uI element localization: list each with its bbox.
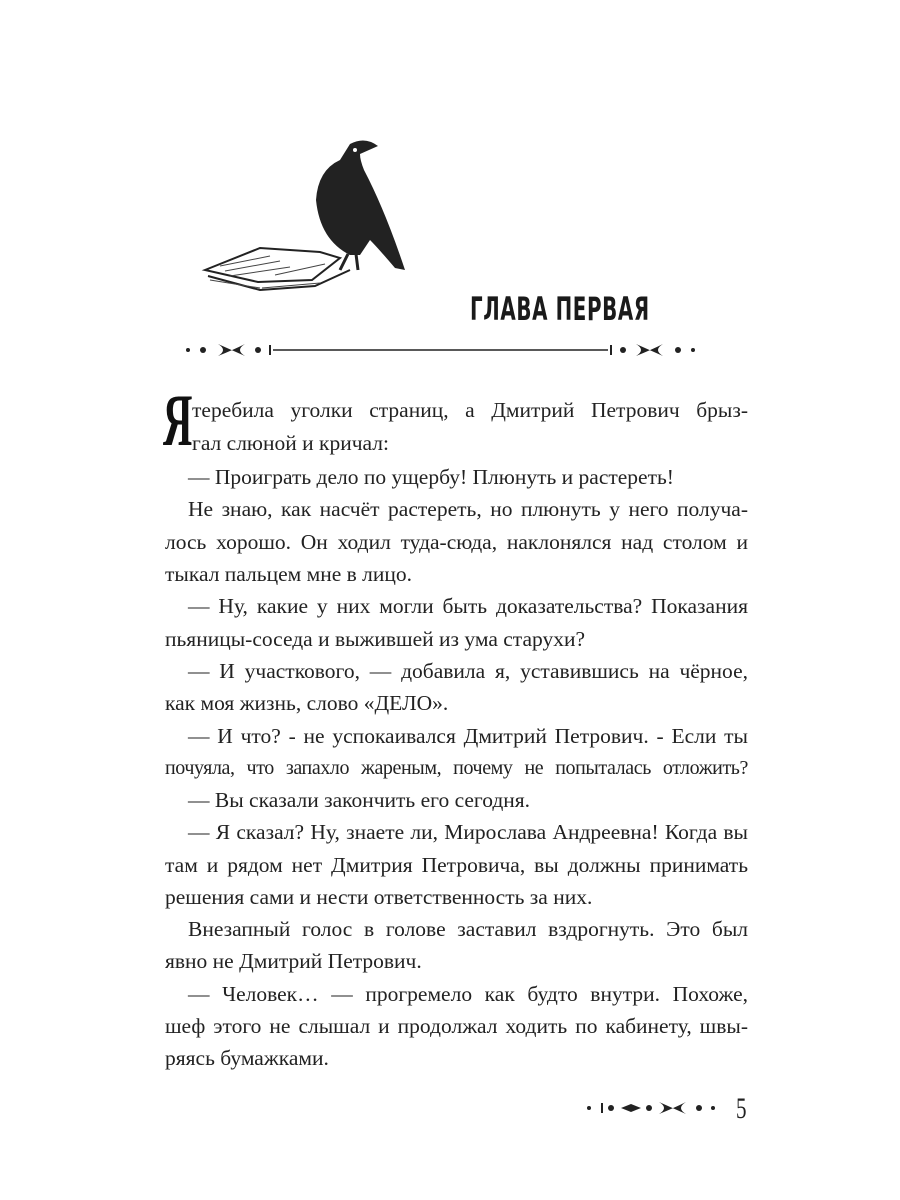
text-line: — Человек… — прогремело как будто внутри. Похоже, [188,982,748,1006]
text-line: теребила уголки страниц, а Дмитрий Петрович брыз- [192,398,748,422]
text-line: явно не Дмитрий Петрович. [165,949,422,973]
text-line: решения сами и нести ответственность за них. [165,885,593,909]
text-line: — И что? - не успокаивался Дмитрий Петрович. - Если ты [188,724,748,748]
drop-cap: Я [163,380,193,462]
page-number: 5 [736,1092,747,1125]
text-line: Не знаю, как насчёт растереть, но плюнуть у него получа- [188,497,748,521]
text-line: — Я сказал? Ну, знаете ли, Мирослава Андреевна! Когда вы [188,820,748,844]
text-line: пьяницы-соседа и выжившей из ума старухи? [165,627,586,651]
footer-ornament [585,1098,720,1118]
text-line: — Ну, какие у них могли быть доказательства? Показания [188,594,748,618]
text-line: шеф этого не слышал и продолжал ходить по кабинету, швы- [165,1014,748,1038]
text-line: — Вы сказали закончить его сегодня. [188,788,531,812]
ornament-divider [183,340,698,360]
text-line: ряясь бумажками. [165,1046,329,1070]
raven-on-book-illustration [200,130,420,310]
text-line: — Проиграть дело по ущербу! Плюнуть и растереть! [188,465,674,489]
text-line: как моя жизнь, слово «ДЕЛО». [165,691,449,715]
chapter-title: ГЛАВА ПЕРВАЯ [470,290,650,328]
text-line: почуяла, что запахло жареным, почему не попыталась отложить? [165,757,748,779]
text-line: — И участкового, — добавила я, уставившись на чёрное, [188,659,748,683]
text-line: лось хорошо. Он ходил туда-сюда, наклонялся над столом и [165,530,748,554]
text-line: гал слюной и кричал: [192,431,389,455]
text-line: тыкал пальцем мне в лицо. [165,562,413,586]
text-line: Внезапный голос в голове заставил вздрогнуть. Это был [188,917,748,941]
text-line: там и рядом нет Дмитрия Петровича, вы должны принимать [165,853,748,877]
